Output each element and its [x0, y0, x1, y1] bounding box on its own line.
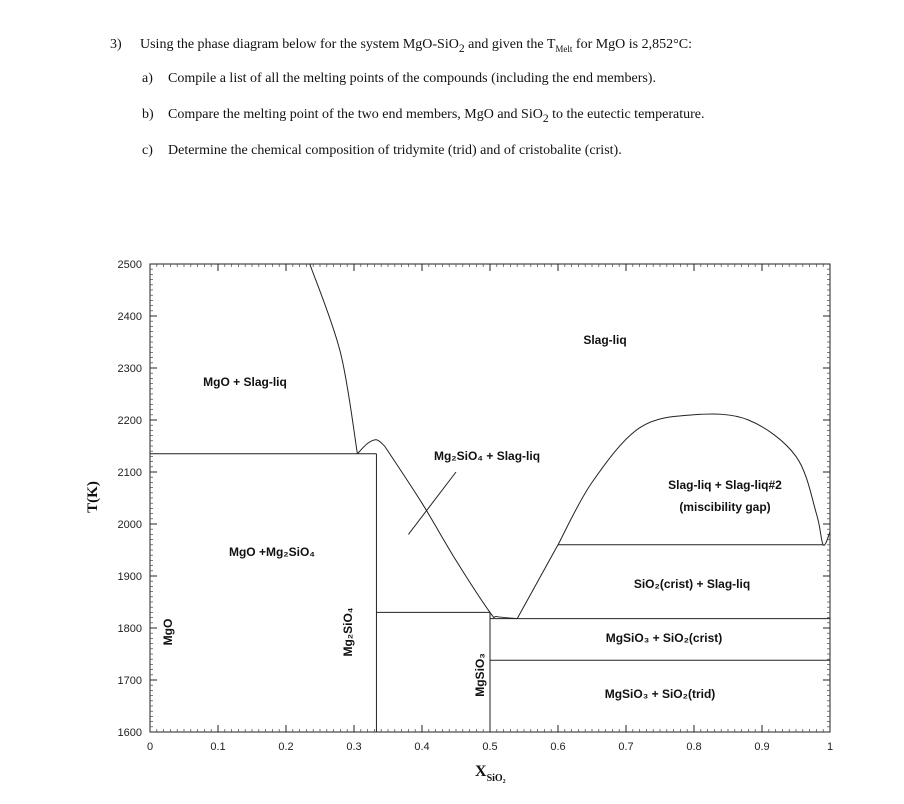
- compound-label-mg2sio4: Mg₂SiO₄: [341, 607, 355, 657]
- region-miscibility-2: (miscibility gap): [679, 500, 771, 514]
- x-axis-title: $X_{SiO_2}$: [475, 763, 506, 784]
- region-mgo-slag: MgO + Slag-liq: [203, 375, 287, 389]
- compound-label-mgo: MgO: [161, 618, 175, 646]
- liquidus-curve: [385, 446, 518, 619]
- region-crist-slag: SiO₂(crist) + Slag-liq: [633, 577, 751, 591]
- y-tick-label: 1700: [117, 675, 142, 687]
- y-axis-title: T(K): [85, 481, 101, 513]
- y-tick-label: 2500: [117, 259, 142, 271]
- x-tick-label: 0.5: [482, 741, 498, 753]
- x-tick-label: 1: [826, 741, 834, 753]
- question-text-pre: Using the phase diagram below for the system MgO-SiO: [140, 37, 459, 52]
- tmelt-subscript: Melt: [555, 43, 573, 54]
- y-tick-label: 2000: [117, 519, 142, 531]
- x-tick-label: 0.1: [210, 741, 226, 753]
- x-tick-label: 0.9: [754, 741, 770, 753]
- phase-boundaries: [150, 264, 830, 732]
- y-tick-label: 2300: [117, 363, 142, 375]
- x-tick-label: 0.8: [686, 741, 702, 753]
- region-mgsio3-trid: MgSiO₃ + SiO₂(trid): [604, 687, 716, 701]
- sio2-subscript: 2: [458, 41, 465, 55]
- liquidus-curve: [517, 545, 558, 619]
- y-tick-label: 1900: [117, 571, 142, 583]
- x-tick-label: 0.6: [550, 741, 566, 753]
- region-mg2sio4-slag: Mg₂SiO₄ + Slag-liq: [433, 449, 541, 463]
- region-miscibility-1: Slag-liq + Slag-liq#2: [668, 478, 782, 492]
- liquidus-curve: [310, 264, 358, 454]
- y-tick-label: 2400: [117, 311, 142, 323]
- part-a-marker: a): [142, 71, 153, 86]
- part-b-sub: 2: [542, 111, 549, 125]
- x-tick-label: 0.7: [618, 741, 634, 753]
- question-text-mid: and given the T: [464, 37, 556, 52]
- y-tick-label: 1600: [117, 727, 142, 739]
- x-tick-label: 0.3: [346, 741, 362, 753]
- question-number: 3): [110, 37, 122, 52]
- y-tick-label: 1800: [117, 623, 142, 635]
- region-mgsio3-crist: MgSiO₃ + SiO₂(crist): [605, 631, 723, 645]
- part-b-text: Compare the melting point of the two end members, MgO and SiO: [168, 107, 543, 122]
- compound-label-mgsio3: MgSiO₃: [473, 653, 487, 697]
- y-tick-label: 2200: [117, 415, 142, 427]
- label-pointer-line: [408, 472, 456, 534]
- region-mgo-mg2sio4: MgO +Mg₂SiO₄: [228, 545, 316, 559]
- x-tick-label: 0: [146, 741, 154, 753]
- question-text-post: for MgO is 2,852°C:: [572, 37, 692, 52]
- part-b-marker: b): [142, 107, 154, 122]
- y-tick-label: 2100: [117, 467, 142, 479]
- x-tick-label: 0.2: [278, 741, 294, 753]
- x-tick-label: 0.4: [414, 741, 430, 753]
- liquidus-curve: [357, 440, 384, 454]
- part-a-text: Compile a list of all the melting points of the compounds (including the end members).: [168, 71, 656, 86]
- part-c-marker: c): [142, 143, 153, 158]
- part-c-text: Determine the chemical composition of tridymite (trid) and of cristobalite (crist).: [168, 143, 622, 158]
- region-slag-liq: Slag-liq: [583, 333, 627, 347]
- part-b-text-post: to the eutectic temperature.: [548, 107, 705, 122]
